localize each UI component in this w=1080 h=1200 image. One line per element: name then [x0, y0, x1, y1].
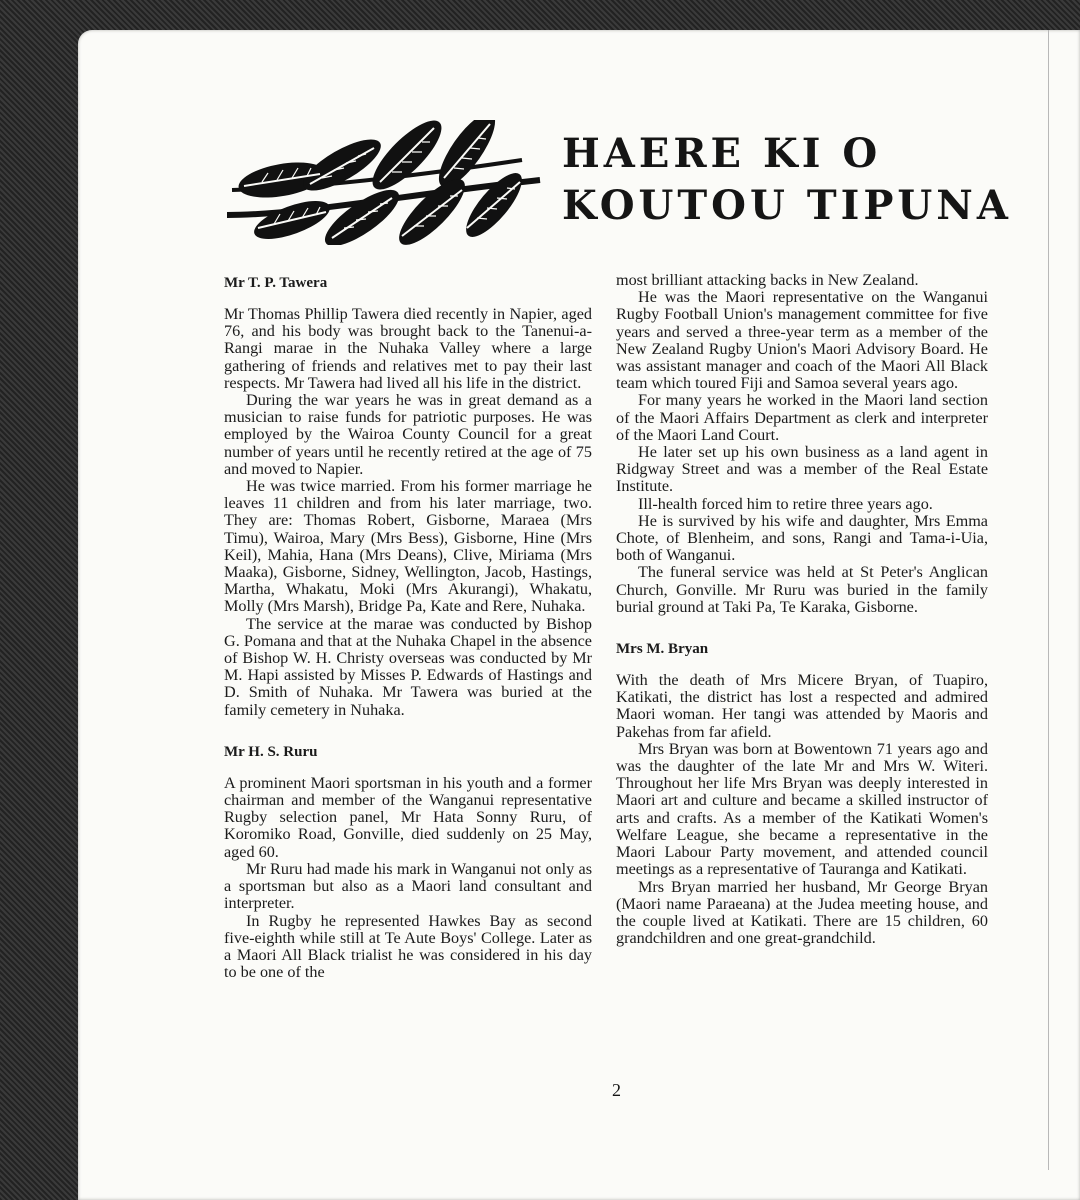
article-paragraph: During the war years he was in great demand as a musician to raise funds for patriotic purposes. He was employed by the Wairoa County Council for a great number of years until he recently retired at the age of 75 and moved to Napier.	[224, 391, 592, 478]
column-left	[224, 274, 592, 981]
article-paragraph: The service at the marae was conducted by Bishop G. Pomana and that at the Nuhaka Chapel in the absence of Bishop W. H. Christy overseas was conducted by Mr M. Hapi assisted by Misses P. Edwards of Hastings and D. Smith of Nuhaka. Mr Tawera was buried at the family cemetery in Nuhaka.	[224, 614, 592, 719]
article-paragraph: A prominent Maori sportsman in his youth and a former chairman and member of the Wanganui representative Rugby selection panel, Mr Hata Sonny Ruru, of Koromiko Road, Gonville, died suddenly on 25 May, aged 60.	[224, 773, 592, 861]
article-heading-bryan: Mrs M. Bryan	[616, 641, 709, 658]
article-paragraph: He later set up his own business as a land agent in Ridgway Street and was a member of the Real Estate Institute.	[616, 443, 988, 496]
article-paragraph: Mrs Bryan married her husband, Mr George Bryan (Maori name Paraeana) at the Judea meeting house, and the couple lived at Katikati. There are 15 children, 60 grandchildren and one great-grandchild.	[616, 877, 988, 948]
article-paragraph: Mr Thomas Phillip Tawera died recently in Napier, aged 76, and his body was brought back to the Tanenui-a-Rangi marae in the Nuhaka Valley where a large gathering of friends and relatives met to pay their last respects. Mr Tawera had lived all his life in the district.	[224, 305, 592, 392]
article-paragraph: most brilliant attacking backs in New Zealand.	[616, 271, 919, 289]
article-heading-tawera: Mr T. P. Tawera	[224, 275, 328, 291]
title-line-1: HAERE KI O	[562, 130, 882, 177]
article-paragraph: The funeral service was held at St Peter's Anglican Church, Gonville. Mr Ruru was buried in the family burial ground at Taki Pa, Te Karaka, Gisborne.	[616, 563, 988, 616]
fern-leaves-icon	[222, 120, 542, 245]
page-edge-rule	[1048, 30, 1049, 1170]
article-paragraph: Mr Ruru had made his mark in Wanganui not only as a sportsman but also as a Maori land consultant and interpreter.	[224, 859, 592, 913]
article-paragraph: With the death of Mrs Micere Bryan, of Tuapiro, Katikati, the district has lost a respected and admired Maori woman. Her tangi was attended by Maoris and Pakehas from far afield.	[616, 671, 988, 741]
article-paragraph: Ill-health forced him to retire three years ago.	[638, 494, 933, 513]
article-paragraph: He was the Maori representative on the Wanganui Rugby Football Union's management committee for five years and served a three-year term as a member of the New Zealand Rugby Union's Maori Advisory Board. He was assistant manager and coach of the Maori All Black team which toured Fiji and Samoa several years ago.	[616, 288, 988, 393]
title-line-2: KOUTOU TIPUNA	[562, 182, 1012, 229]
article-paragraph: Mrs Bryan was born at Bowentown 71 years ago and was the daughter of the late Mr and Mrs W. Witeri. Throughout her life Mrs Bryan was deeply interested in Maori art and culture and became a skilled instructor of arts and crafts. As a member of the Katikati Women's Welfare League, she became a representative in the Maori Labour Party movement, and attended council meetings as a representative of Tauranga and Katikati.	[616, 739, 988, 879]
article-paragraph: For many years he worked in the Maori land section of the Maori Affairs Department as clerk and interpreter of the Maori Land Court.	[616, 391, 988, 444]
page-title	[562, 128, 1012, 232]
article-paragraph: In Rugby he represented Hawkes Bay as second five-eighth while still at Te Aute Boys' College. Later as a Maori All Black trialist he was considered in his day to be one of the	[224, 911, 592, 982]
article-heading-ruru: Mr H. S. Ruru	[224, 743, 318, 760]
page-number: 2	[612, 1080, 621, 1100]
column-right	[616, 272, 988, 947]
article-paragraph: He was twice married. From his former marriage he leaves 11 children and from his later marriage, two. They are: Thomas Robert, Gisborne, Maraea (Mrs Timu), Wairoa, Mary (Mrs Bess), Gisborne, Hine (Mrs Keil), Mahia, Hana (Mrs Deans), Clive, Miriama (Mrs Maaka), Gisborne, Sidney, Wellington, Jacob, Hastings, Martha, Whakatu, Moki (Mrs Akurangi), Whakatu, Molly (Mrs Marsh), Bridge Pa, Kate and Rere, Nuhaka.	[224, 477, 592, 616]
article-paragraph: He is survived by his wife and daughter, Mrs Emma Chote, of Blenheim, and sons, Rangi and Tama-i-Uia, both of Wanganui.	[616, 511, 988, 565]
